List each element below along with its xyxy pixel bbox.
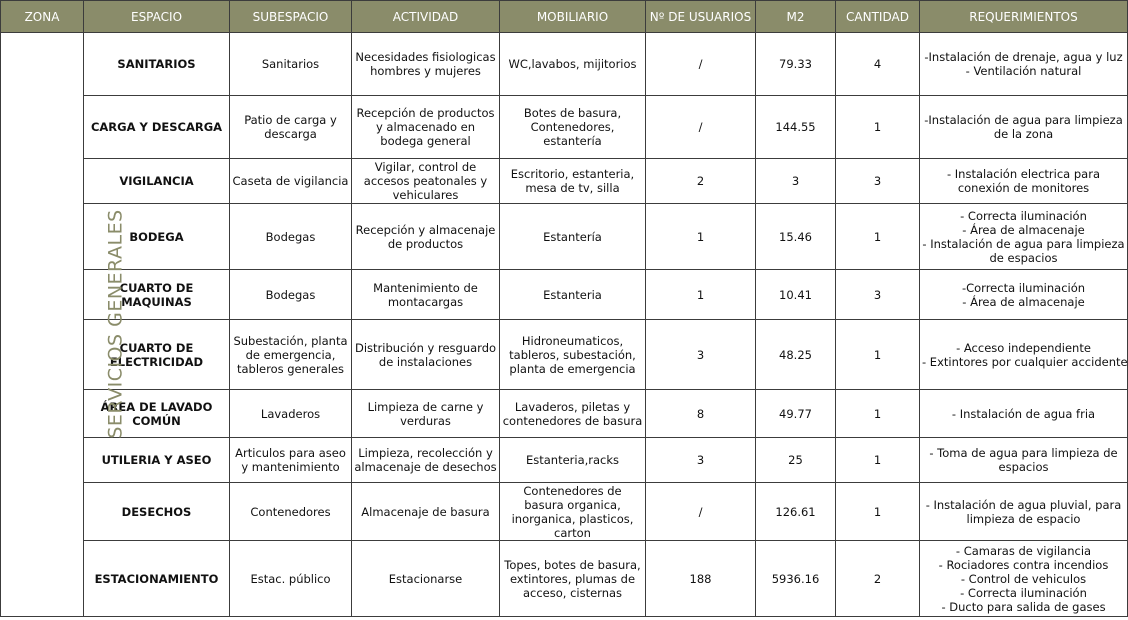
- requerimiento-line: - Instalación electrica para: [946, 167, 1101, 181]
- cantidad-cell: 1: [836, 204, 920, 270]
- requerimientos-cell: [920, 270, 1128, 320]
- actividad-cell: Distribución y resguardo de instalaciones: [352, 320, 500, 390]
- m2-cell: 10.41: [756, 270, 836, 320]
- cantidad-cell: 1: [836, 390, 920, 438]
- requerimientos-cell: [920, 159, 1128, 204]
- m2-cell: 144.55: [756, 96, 836, 159]
- usuarios-cell: /: [646, 33, 756, 96]
- espacio-cell: BODEGA: [84, 204, 230, 270]
- cantidad-cell: 2: [836, 541, 920, 617]
- subespacio-cell: Subestación, planta de emergencia, tableros generales: [230, 320, 352, 390]
- m2-cell: 126.61: [756, 483, 836, 541]
- usuarios-cell: 188: [646, 541, 756, 617]
- usuarios-cell: 8: [646, 390, 756, 438]
- table-row: [1, 204, 1128, 270]
- requerimiento-line: - Toma de agua para limpieza de: [929, 446, 1118, 460]
- actividad-cell: Limpieza de carne y verduras: [352, 390, 500, 438]
- subespacio-cell: Bodegas: [230, 204, 352, 270]
- header-mobiliario: MOBILIARIO: [500, 1, 646, 33]
- actividad-cell: Almacenaje de basura: [352, 483, 500, 541]
- m2-cell: 15.46: [756, 204, 836, 270]
- requerimientos-cell: [920, 541, 1128, 617]
- mobiliario-cell: Estanteria: [500, 270, 646, 320]
- usuarios-cell: /: [646, 483, 756, 541]
- requerimiento-line: - Control de vehiculos: [960, 571, 1087, 586]
- table-row: [1, 390, 1128, 438]
- subespacio-cell: Contenedores: [230, 483, 352, 541]
- cantidad-cell: 1: [836, 483, 920, 541]
- actividad-cell: Limpieza, recolección y almacenaje de desechos: [352, 438, 500, 483]
- table-row: [1, 96, 1128, 159]
- mobiliario-cell: Estantería: [500, 204, 646, 270]
- usuarios-cell: /: [646, 96, 756, 159]
- requerimiento-line: - Instalación de agua fria: [951, 406, 1096, 421]
- requerimiento-line: -Instalación de agua para limpieza: [924, 113, 1123, 127]
- header-espacio: ESPACIO: [84, 1, 230, 33]
- subespacio-cell: Caseta de vigilancia: [230, 159, 352, 204]
- mobiliario-cell: Contenedores de basura organica, inorganica, plasticos, carton: [500, 483, 646, 541]
- espacio-cell: SANITARIOS: [84, 33, 230, 96]
- table-row: [1, 483, 1128, 541]
- requerimientos-cell: [920, 320, 1128, 390]
- espacio-cell: CUARTO DE MAQUINAS: [84, 270, 230, 320]
- requerimiento-line: -Instalación de drenaje, agua y luz: [924, 50, 1123, 64]
- actividad-cell: Necesidades fisiologicas hombres y mujeres: [352, 33, 500, 96]
- actividad-cell: Recepción de productos y almacenado en bodega general: [352, 96, 500, 159]
- mobiliario-cell: Topes, botes de basura, extintores, plumas de acceso, cisternas: [500, 541, 646, 617]
- actividad-cell: Vigilar, control de accesos peatonales y vehiculares: [352, 159, 500, 204]
- table-row: [1, 320, 1128, 390]
- requerimiento-line: - Extintores por cualquier accidente: [922, 354, 1128, 369]
- requerimiento-line: espacios: [998, 460, 1049, 474]
- espacio-cell: UTILERIA Y ASEO: [84, 438, 230, 483]
- actividad-cell: Estacionarse: [352, 541, 500, 617]
- m2-cell: 49.77: [756, 390, 836, 438]
- requerimiento-line: limpieza de espacio: [966, 511, 1081, 526]
- cantidad-cell: 1: [836, 320, 920, 390]
- header-m2: M2: [756, 1, 836, 33]
- espacio-cell: CUARTO DE ELECTRICIDAD: [84, 320, 230, 390]
- espacio-cell: VIGILANCIA: [84, 159, 230, 204]
- header-usuarios: Nº DE USUARIOS: [646, 1, 756, 33]
- espacio-cell: CARGA Y DESCARGA: [84, 96, 230, 159]
- mobiliario-cell: Lavaderos, piletas y contenedores de basura: [500, 390, 646, 438]
- m2-cell: 3: [756, 159, 836, 204]
- header-subespacio: SUBESPACIO: [230, 1, 352, 33]
- actividad-cell: Recepción y almacenaje de productos: [352, 204, 500, 270]
- header-actividad: ACTIVIDAD: [352, 1, 500, 33]
- subespacio-cell: Estac. público: [230, 541, 352, 617]
- actividad-cell: Mantenimiento de montacargas: [352, 270, 500, 320]
- requerimiento-line: -Correcta iluminación: [961, 280, 1086, 295]
- requerimientos-cell: [920, 204, 1128, 270]
- usuarios-cell: 2: [646, 159, 756, 204]
- mobiliario-cell: WC,lavabos, mijitorios: [500, 33, 646, 96]
- header-zona: ZONA: [1, 1, 84, 33]
- subespacio-cell: Sanitarios: [230, 33, 352, 96]
- mobiliario-cell: Hidroneumaticos, tableros, subestación, planta de emergencia: [500, 320, 646, 390]
- requerimiento-line: - Ducto para salida de gases: [941, 599, 1106, 614]
- header-requerimientos: REQUERIMIENTOS: [920, 1, 1128, 33]
- requerimiento-line: - Rociadores contra incendios: [938, 557, 1109, 572]
- requerimiento-line: - Correcta iluminación: [960, 208, 1087, 223]
- cantidad-cell: 3: [836, 159, 920, 204]
- table-row: [1, 541, 1128, 617]
- table-row: [1, 33, 1128, 96]
- requerimiento-line: de la zona: [993, 127, 1054, 141]
- requerimiento-line: - Correcta iluminación: [960, 585, 1087, 600]
- mobiliario-cell: Escritorio, estanteria, mesa de tv, silla: [500, 159, 646, 204]
- usuarios-cell: 1: [646, 204, 756, 270]
- requerimiento-line: - Instalación de agua para limpieza: [922, 236, 1125, 251]
- espacio-cell: ESTACIONAMIENTO: [84, 541, 230, 617]
- table-row: [1, 438, 1128, 483]
- espacio-cell: ÁREA DE LAVADO COMÚN: [84, 390, 230, 438]
- mobiliario-cell: Estanteria,racks: [500, 438, 646, 483]
- subespacio-cell: Articulos para aseo y mantenimiento: [230, 438, 352, 483]
- requerimiento-line: - Acceso independiente: [956, 340, 1091, 355]
- requerimiento-line: - Área de almacenaje: [962, 222, 1085, 237]
- cantidad-cell: 1: [836, 96, 920, 159]
- usuarios-cell: 1: [646, 270, 756, 320]
- m2-cell: 5936.16: [756, 541, 836, 617]
- requerimiento-line: - Instalación de agua pluvial, para: [925, 497, 1122, 512]
- requerimiento-line: - Área de almacenaje: [962, 294, 1085, 309]
- m2-cell: 79.33: [756, 33, 836, 96]
- requerimiento-line: - Ventilación natural: [965, 64, 1082, 78]
- subespacio-cell: Bodegas: [230, 270, 352, 320]
- header-cantidad: CANTIDAD: [836, 1, 920, 33]
- cantidad-cell: 1: [836, 438, 920, 483]
- requerimiento-line: - Camaras de vigilancia: [955, 543, 1092, 558]
- usuarios-cell: 3: [646, 320, 756, 390]
- requerimientos-cell: [920, 96, 1128, 159]
- zona-label: SERVICIOS GENERALES: [104, 208, 127, 439]
- m2-cell: 25: [756, 438, 836, 483]
- requerimiento-line: conexión de monitores: [957, 181, 1090, 195]
- table-row: [1, 159, 1128, 204]
- requerimiento-line: de espacios: [989, 250, 1058, 265]
- mobiliario-cell: Botes de basura, Contenedores, estantería: [500, 96, 646, 159]
- subespacio-cell: Lavaderos: [230, 390, 352, 438]
- requerimientos-cell: [920, 33, 1128, 96]
- table-row: [1, 270, 1128, 320]
- requerimientos-cell: [920, 483, 1128, 541]
- cantidad-cell: 4: [836, 33, 920, 96]
- cantidad-cell: 3: [836, 270, 920, 320]
- requerimientos-cell: [920, 438, 1128, 483]
- usuarios-cell: 3: [646, 438, 756, 483]
- subespacio-cell: Patio de carga y descarga: [230, 96, 352, 159]
- zona-cell: [1, 33, 127, 617]
- m2-cell: 48.25: [756, 320, 836, 390]
- espacio-cell: DESECHOS: [84, 483, 230, 541]
- header-row: [1, 1, 1128, 33]
- requerimientos-cell: [920, 390, 1128, 438]
